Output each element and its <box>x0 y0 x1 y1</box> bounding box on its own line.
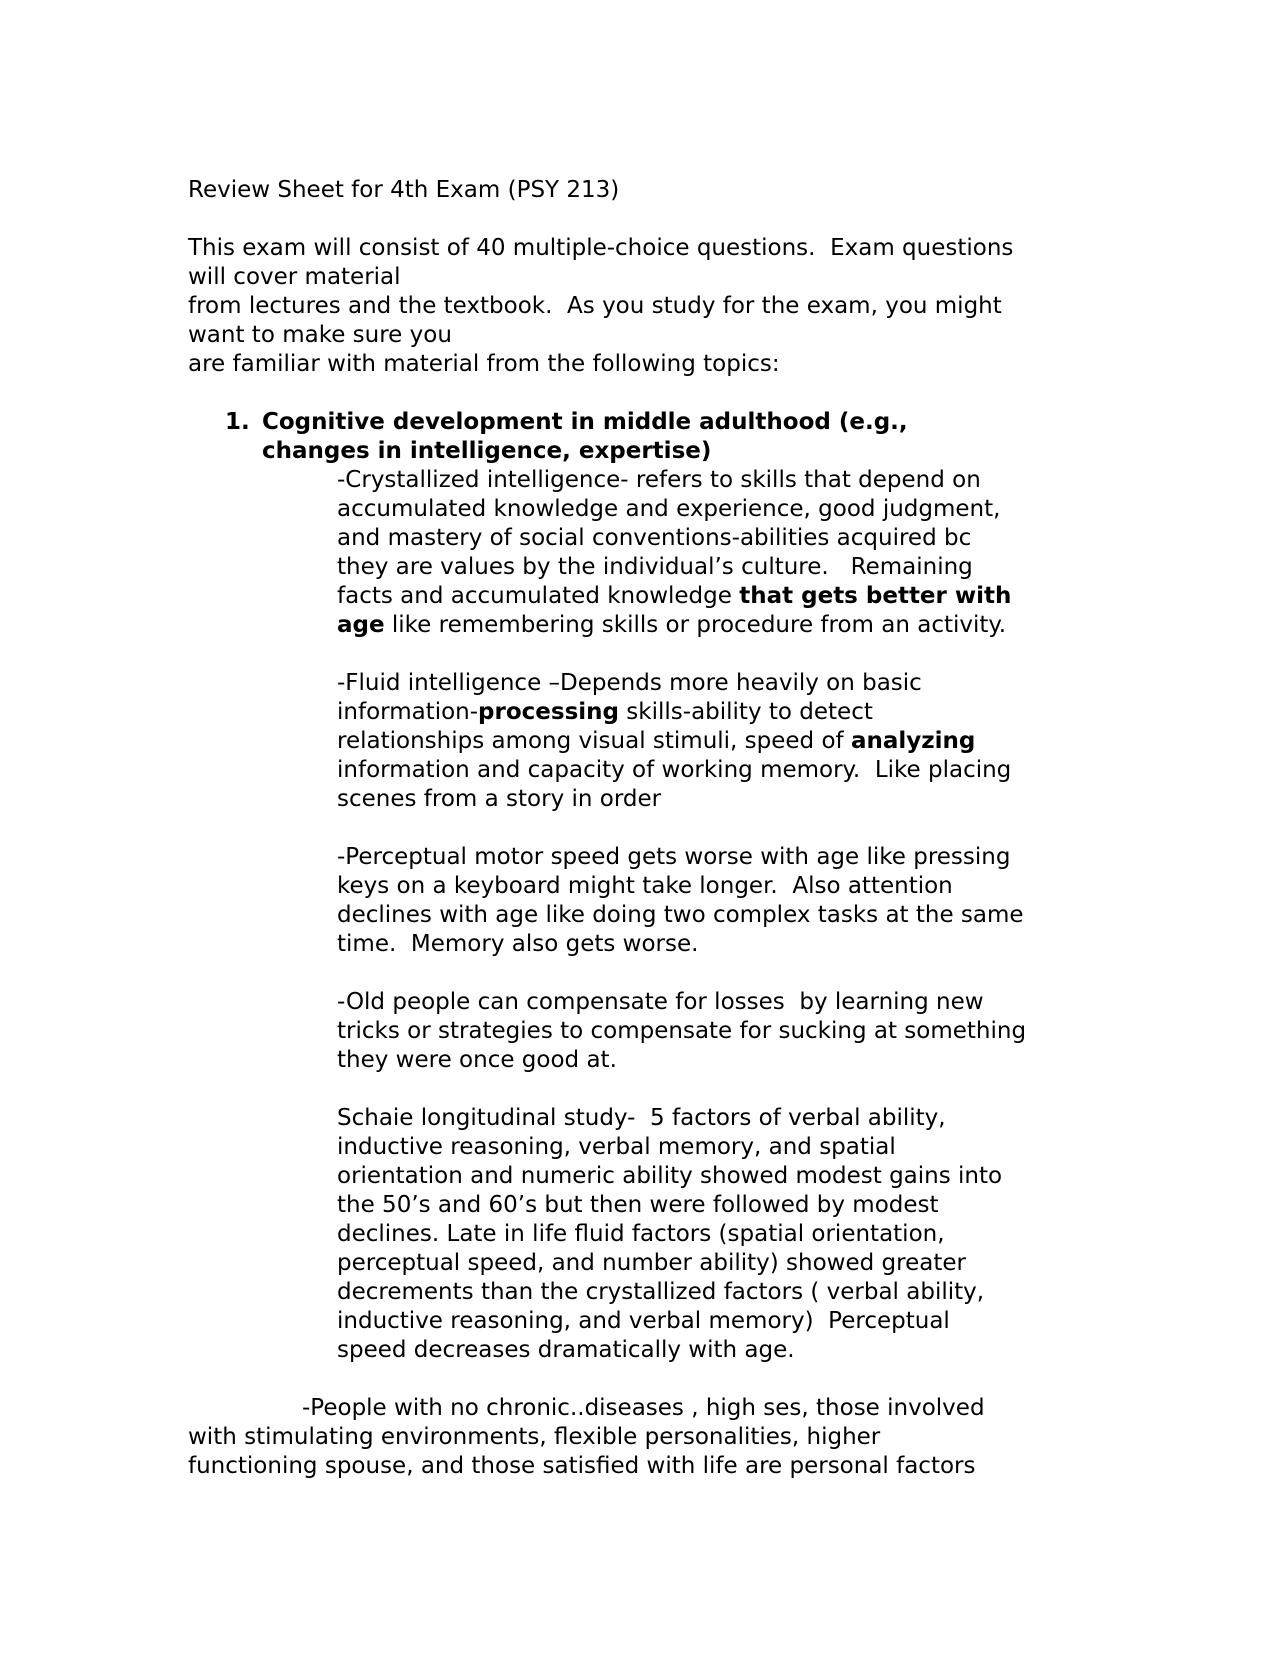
schaie-line: Schaie longitudinal study- 5 factors of verbal ability, <box>337 1105 946 1131</box>
perceptual-line: -Perceptual motor speed gets worse with age like pressing <box>337 844 1011 870</box>
fluid-emphasis: processing <box>478 699 619 725</box>
topic-heading: changes in intelligence, expertise) <box>262 438 712 464</box>
crystallized-text: facts and accumulated knowledge <box>337 583 740 609</box>
schaie-line: speed decreases dramatically with age. <box>337 1337 795 1363</box>
intro-line: are familiar with material from the following topics: <box>188 351 780 377</box>
intro-line: from lectures and the textbook. As you study for the exam, you might <box>188 293 1002 319</box>
people-line: -People with no chronic..diseases , high ses, those involved <box>302 1395 985 1421</box>
schaie-line: decrements than the crystallized factors ( verbal ability, <box>337 1279 985 1305</box>
crystallized-emphasis: that gets better with <box>739 583 1012 609</box>
fluid-line <box>337 727 975 756</box>
crystallized-emphasis: age <box>337 612 385 638</box>
compensate-line: tricks or strategies to compensate for sucking at something <box>337 1018 1027 1044</box>
schaie-line: the 50’s and 60’s but then were followed by modest <box>337 1192 939 1218</box>
intro-line: This exam will consist of 40 multiple-choice questions. Exam questions <box>188 235 1014 261</box>
fluid-emphasis: analyzing <box>850 728 976 754</box>
crystallized-line: accumulated knowledge and experience, good judgment, <box>337 496 1001 522</box>
schaie-line: inductive reasoning, verbal memory, and spatial <box>337 1134 896 1160</box>
fluid-line <box>337 698 873 727</box>
perceptual-line: time. Memory also gets worse. <box>337 931 699 957</box>
schaie-line: inductive reasoning, and verbal memory) Perceptual <box>337 1308 950 1334</box>
compensate-line: -Old people can compensate for losses by learning new <box>337 989 984 1015</box>
people-line: functioning spouse, and those satisfied with life are personal factors <box>188 1453 976 1479</box>
crystallized-line: they are values by the individual’s culture. Remaining <box>337 554 973 580</box>
topic-heading: Cognitive development in middle adulthood (e.g., <box>262 409 908 435</box>
document-title: Review Sheet for 4th Exam (PSY 213) <box>188 177 620 203</box>
people-line: with stimulating environments, flexible personalities, higher <box>188 1424 881 1450</box>
fluid-line: -Fluid intelligence –Depends more heavily on basic <box>337 670 922 696</box>
fluid-text: relationships among visual stimuli, speed of <box>337 728 851 754</box>
crystallized-line: and mastery of social conventions-abilities acquired bc <box>337 525 972 551</box>
compensate-line: they were once good at. <box>337 1047 617 1073</box>
topic-number: 1. <box>225 409 250 435</box>
crystallized-line <box>337 611 1006 640</box>
schaie-line: orientation and numeric ability showed modest gains into <box>337 1163 1003 1189</box>
crystallized-line: -Crystallized intelligence- refers to skills that depend on <box>337 467 981 493</box>
perceptual-line: declines with age like doing two complex tasks at the same <box>337 902 1024 928</box>
fluid-line: scenes from a story in order <box>337 786 662 812</box>
schaie-line: perceptual speed, and number ability) showed greater <box>337 1250 966 1276</box>
intro-line: will cover material <box>188 264 401 290</box>
schaie-line: declines. Late in life fluid factors (spatial orientation, <box>337 1221 945 1247</box>
fluid-text: information- <box>337 699 479 725</box>
intro-line: want to make sure you <box>188 322 452 348</box>
perceptual-line: keys on a keyboard might take longer. Also attention <box>337 873 953 899</box>
crystallized-line <box>337 582 1011 611</box>
fluid-text: skills-ability to detect <box>619 699 873 725</box>
fluid-line: information and capacity of working memory. Like placing <box>337 757 1012 783</box>
crystallized-text: like remembering skills or procedure from an activity. <box>384 612 1007 638</box>
